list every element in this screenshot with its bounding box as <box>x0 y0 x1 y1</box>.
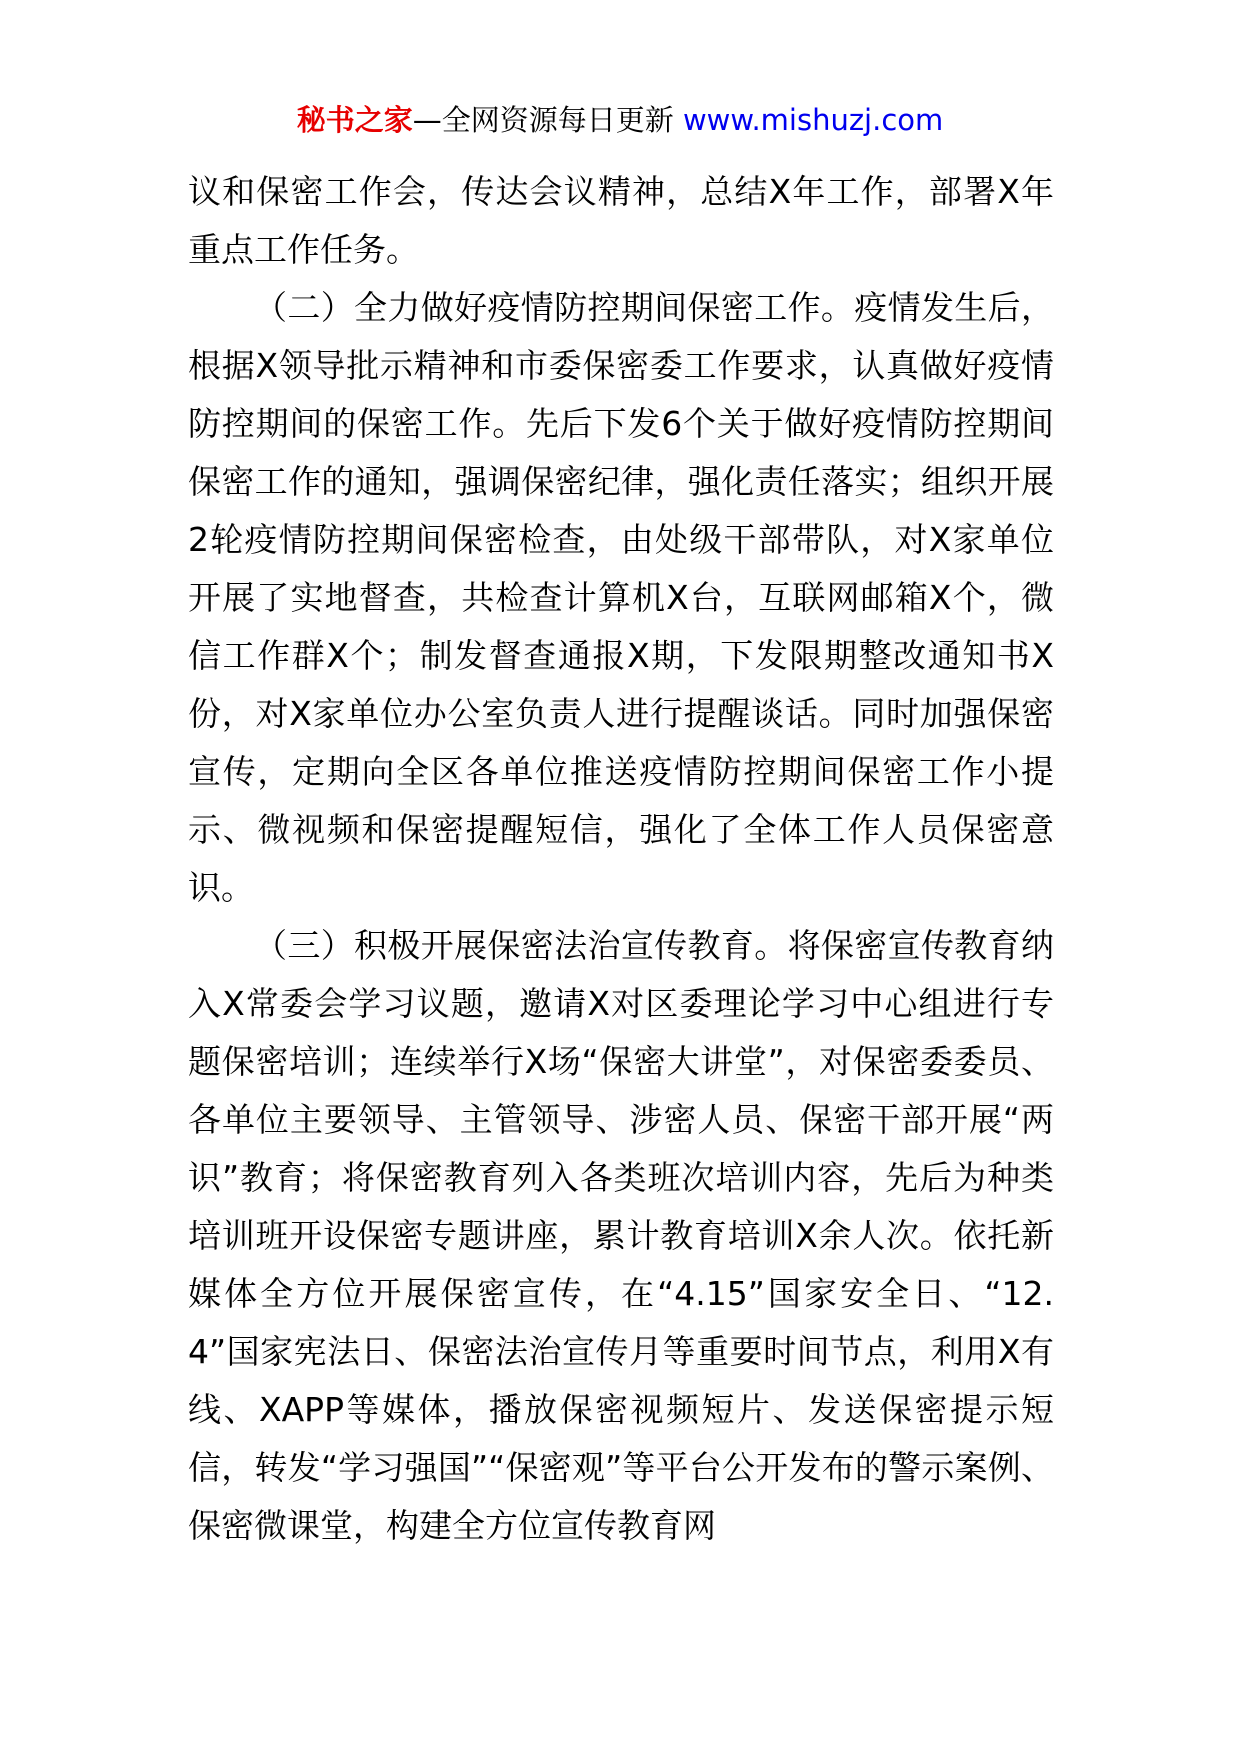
paragraph-continuation: 议和保密工作会，传达会议精神，总结X年工作，部署X年重点工作任务。 <box>188 172 1054 269</box>
site-url-link[interactable]: www.mishuzj.com <box>682 103 944 137</box>
brand-name: 秘书之家 <box>296 103 413 137</box>
page-header <box>0 100 1240 140</box>
paragraph-section-3: （三）积极开展保密法治宣传教育。将保密宣传教育纳入X常委会学习议题，邀请X对区委理论学习中心组进行专题保密培训；连续举行X场“保密大讲堂”，对保密委委员、各单位主要领导、主管领导、涉密人员、保密干部开展“两识”教育；将保密教育列入各类班次培训内容，先后为种类培训班开设保密专题讲座，累计教育培训X余人次。依托新媒体全方位开展保密宣传，在“4.15”国家安全日、“12.4”国家宪法日、保密法治宣传月等重要时间节点，利用X有线、XAPP等媒体，播放保密视频短片、发送保密提示短信，转发“学习强国”“保密观”等平台公开发布的警示案例、保密微课堂，构建全方位宣传教育网 <box>188 926 1054 1545</box>
document-body <box>188 163 1054 1555</box>
header-tagline: —全网资源每日更新 <box>412 103 683 137</box>
paragraph-section-2: （二）全力做好疫情防控期间保密工作。疫情发生后，根据X领导批示精神和市委保密委工作要求，认真做好疫情防控期间的保密工作。先后下发6个关于做好疫情防控期间保密工作的通知，强调保密纪律，强化责任落实；组织开展2轮疫情防控期间保密检查，由处级干部带队，对X家单位开展了实地督查，共检查计算机X台，互联网邮箱X个，微信工作群X个；制发督查通报X期，下发限期整改通知书X份，对X家单位办公室负责人进行提醒谈话。同时加强保密宣传，定期向全区各单位推送疫情防控期间保密工作小提示、微视频和保密提醒短信，强化了全体工作人员保密意识。 <box>188 288 1054 907</box>
